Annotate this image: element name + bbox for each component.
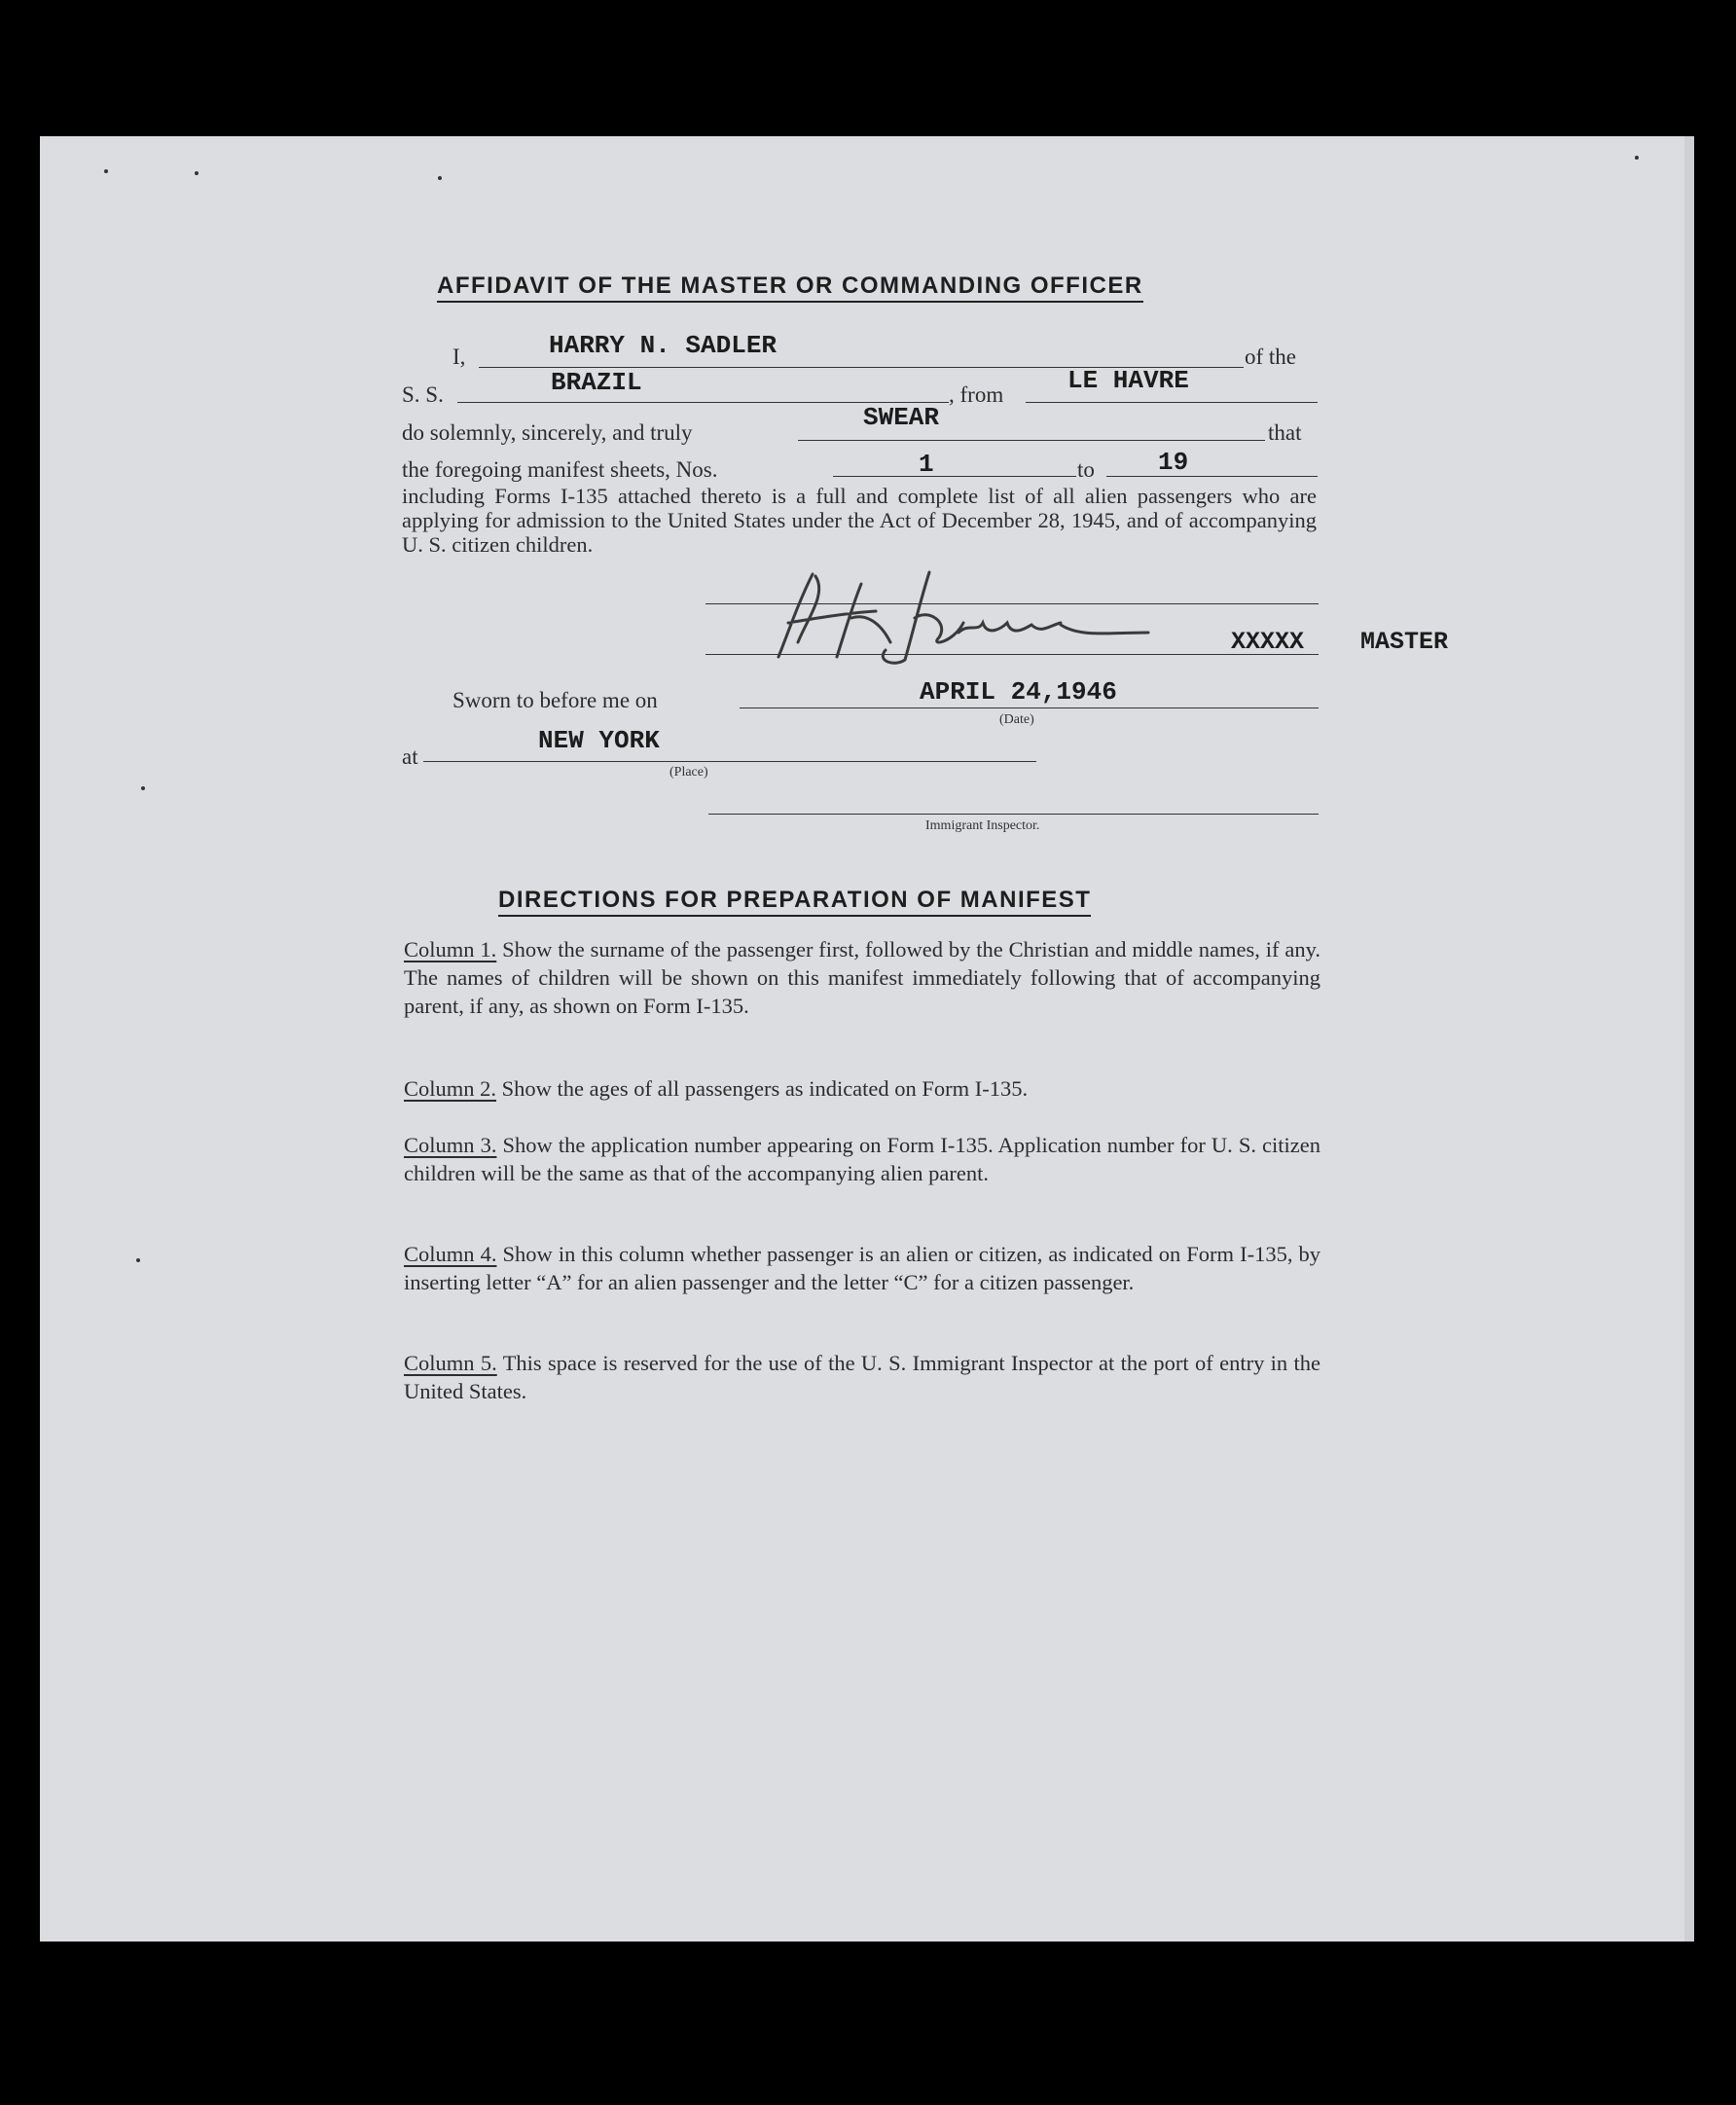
column-1-text: Show the surname of the passenger first, followed by the Christian and middle names, if any. The names of children will be shown on this manifest immediately following that of accompanying parent, if any, as shown on Form I-135.: [404, 937, 1320, 1018]
line2-mid: , from: [949, 382, 1004, 407]
column-3-label: Column 3.: [404, 1133, 497, 1157]
sworn-date: APRIL 24,1946: [920, 677, 1117, 707]
affidavit-title: AFFIDAVIT OF THE MASTER OR COMMANDING OFFICER: [437, 272, 1143, 303]
sheet-from: 1: [919, 450, 934, 479]
sheet-to: 19: [1158, 448, 1189, 477]
signature: [759, 564, 1226, 671]
sheet-to-line: [1106, 476, 1318, 477]
speck: [195, 171, 199, 175]
affidavit-body: including Forms I-135 attached thereto is a full and complete list of all alien passengers who are applying for admission to the United States under the Act of December 28, 1945, and of accompanying U. S. citizen children.: [402, 484, 1317, 557]
at-prefix: at: [402, 744, 418, 769]
inspector-caption: Immigrant Inspector.: [925, 818, 1040, 833]
signature-role-strike: XXXXX: [1231, 628, 1305, 656]
signature-role: MASTER: [1360, 628, 1449, 656]
speck: [141, 786, 145, 790]
column-5-text: This space is reserved for the use of the U. S. Immigrant Inspector at the port of entry in the United States.: [404, 1351, 1321, 1403]
place-line: [423, 761, 1036, 762]
inspector-line: [708, 814, 1319, 815]
sworn-prefix: Sworn to before me on: [452, 688, 658, 712]
place-caption: (Place): [669, 765, 708, 780]
date-caption: (Date): [999, 712, 1034, 727]
column-4-text: Show in this column whether passenger is an alien or citizen, as indicated on Form I-135, by inserting letter “A” for an alien passenger and the letter “C” for a citizen passenger.: [404, 1242, 1320, 1294]
line1-prefix: I,: [452, 345, 466, 369]
column-2-label: Column 2.: [404, 1076, 497, 1101]
speck: [438, 176, 442, 180]
master-name: HARRY N. SADLER: [549, 331, 778, 360]
line1-suffix: of the: [1245, 345, 1297, 369]
column-3-text: Show the application number appearing on Form I-135. Application number for U. S. citizen children will be the same as that of the accompanying alien parent.: [404, 1133, 1320, 1185]
line4-prefix: the foregoing manifest sheets, Nos.: [402, 457, 718, 482]
speck: [1635, 156, 1639, 160]
port-from: LE HAVRE: [1067, 366, 1189, 395]
direction-column-4: [404, 1240, 1320, 1296]
line2-prefix: S. S.: [402, 382, 444, 407]
oath-line: [798, 440, 1265, 441]
column-2-text: Show the ages of all passengers as indicated on Form I-135.: [501, 1076, 1029, 1101]
place: NEW YORK: [538, 726, 660, 755]
line3-prefix: do solemnly, sincerely, and truly: [402, 420, 693, 445]
speck: [136, 1258, 140, 1262]
line4-mid: to: [1077, 457, 1095, 482]
directions-title: DIRECTIONS FOR PREPARATION OF MANIFEST: [498, 887, 1091, 917]
ship-name: BRAZIL: [551, 368, 642, 397]
speck: [104, 169, 108, 173]
port-line: [1026, 402, 1318, 403]
column-4-label: Column 4.: [404, 1242, 497, 1266]
oath-word: SWEAR: [863, 403, 940, 432]
line3-suffix: that: [1268, 420, 1302, 445]
direction-column-1: [404, 935, 1320, 1020]
sheet-edge: [1684, 136, 1694, 1942]
document-sheet: [40, 136, 1684, 1942]
direction-column-2: [404, 1074, 1320, 1103]
column-5-label: Column 5.: [404, 1351, 497, 1375]
direction-column-3: [404, 1131, 1320, 1187]
sheet-from-line: [833, 476, 1076, 477]
column-1-label: Column 1.: [404, 937, 497, 962]
direction-column-5: [404, 1349, 1320, 1405]
